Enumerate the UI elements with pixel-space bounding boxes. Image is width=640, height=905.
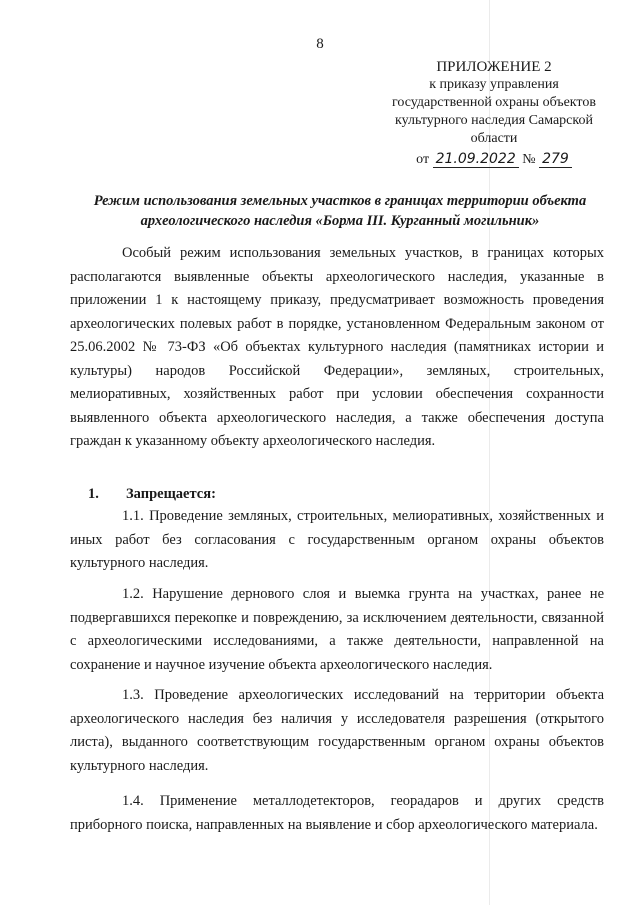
section-number: 1.	[88, 486, 99, 502]
clause-number: 1.4.	[122, 793, 144, 809]
clause-number: 1.3.	[122, 687, 144, 703]
clause-1-4	[70, 790, 604, 837]
document-heading: Режим использования земельных участков в границах территории объекта археологического наследия «Борма III. Курганный могильник»	[93, 193, 587, 229]
clause-text: Проведение археологических исследований на территории объекта археологического наследия без наличия у исследователя разрешения (открытого листа), выданного соответствующим государственным органом охраны объектов культурного наследия.	[70, 687, 605, 774]
clause-paragraph	[70, 790, 604, 837]
clause-number: 1.1.	[122, 508, 144, 524]
number-prefix: №	[522, 152, 536, 167]
intro-paragraph	[70, 242, 604, 454]
section-1-heading	[70, 483, 604, 507]
clause-number: 1.2.	[122, 586, 144, 602]
clause-text: Проведение земляных, строительных, мелиоративных, хозяйственных и иных работ без согласования с государственным органом охраны объектов культурного наследия.	[70, 508, 604, 571]
appendix-line: области	[470, 131, 518, 146]
appendix-line: к приказу управления	[429, 77, 559, 92]
appendix-block	[384, 58, 604, 169]
handwritten-date: 21.09.2022	[433, 151, 519, 168]
clause-paragraph	[70, 583, 604, 677]
appendix-title: ПРИЛОЖЕНИЕ 2	[436, 59, 552, 75]
clause-1-1	[70, 505, 604, 576]
clause-1-3	[70, 684, 604, 778]
appendix-line: культурного наследия Самарской	[395, 113, 593, 128]
appendix-date-line	[384, 150, 604, 169]
date-prefix: от	[416, 152, 430, 167]
appendix-line: государственной охраны объектов	[392, 95, 596, 110]
clause-1-2	[70, 583, 604, 677]
section-title: Запрещается:	[126, 486, 216, 502]
clause-paragraph	[70, 684, 604, 778]
intro-text: Особый режим использования земельных участков, в границах которых располагаются выявленные объекты археологического наследия, указанные в приложении 1 к настоящему приказу, предусматривает возможность проведения археологических полевых работ в порядке, установленном Федеральным законом от 25.06.2002 № 73-ФЗ «Об объектах культурного наследия (памятниках истории и культуры) народов Российской Федерации», земляных, строительных, мелиоративных, хозяйственных работ при условии обеспечения сохранности выявленного объекта археологического наследия, а также обеспечения доступа граждан к указанному объекту археологического наследия.	[70, 245, 604, 449]
clause-paragraph	[70, 505, 604, 576]
page-number: 8	[316, 36, 324, 52]
clause-text: Нарушение дернового слоя и выемка грунта на участках, ранее не подвергавшихся перекопке и повреждению, за исключением деятельности, связанной с археологическими исследованиями, а также деятельности, направленной на сохранение и научное изучение объекта археологического наследия.	[70, 586, 605, 673]
clause-text: Применение металлодетекторов, георадаров и других средств приборного поиска, направленных на выявление и сбор археологического материала.	[70, 793, 604, 833]
handwritten-number: 279	[539, 151, 572, 168]
